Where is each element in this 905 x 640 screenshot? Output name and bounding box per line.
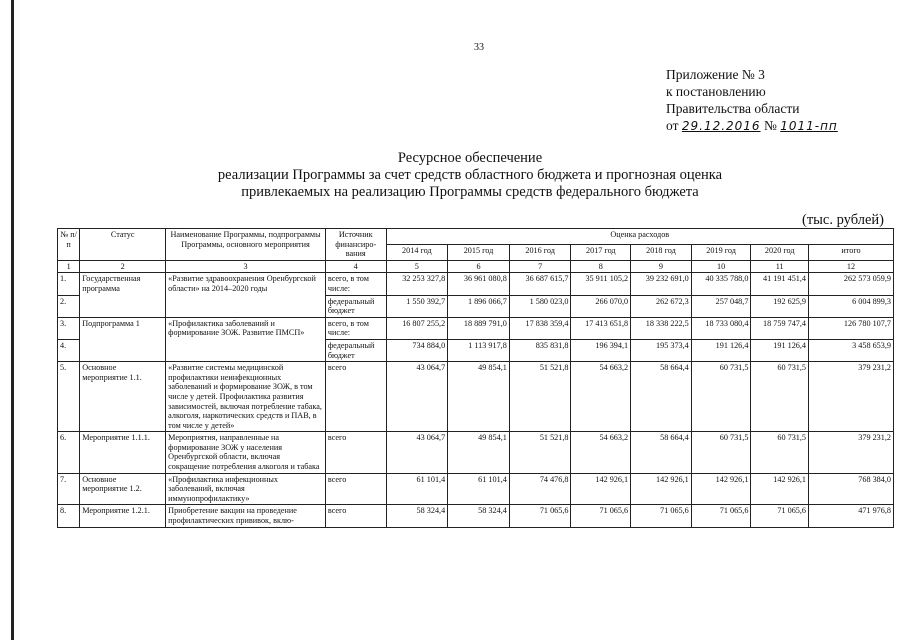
row-num-cell: 6. <box>58 432 80 473</box>
row-value-cell: 51 521,8 <box>509 432 571 473</box>
row-value-cell: 192 625,9 <box>751 295 809 317</box>
row-num-cell: 5. <box>58 362 80 432</box>
row-value-cell: 142 926,1 <box>571 473 631 505</box>
title-line-2: реализации Программы за счет средств областного бюджета и прогнозная оценка <box>217 167 723 183</box>
row-source-cell: всего <box>325 362 386 432</box>
column-number: 2 <box>80 260 166 273</box>
row-value-cell: 1 896 066,7 <box>448 295 510 317</box>
row-source-cell: всего <box>325 473 386 505</box>
row-value-cell: 1 113 917,8 <box>448 339 510 361</box>
row-name-cell: Мероприятия, направленные на формирование ЗОЖ у населения Оренбургской области, включая сокращение потребления алкоголя и табака <box>166 432 326 473</box>
row-value-cell: 71 065,6 <box>571 505 631 527</box>
table-row <box>58 473 894 505</box>
row-num-cell: 7. <box>58 473 80 505</box>
row-name-cell: «Профилактика заболеваний и формирование ЗОЖ. Развитие ПМСП» <box>166 317 326 361</box>
row-value-cell: 71 065,6 <box>509 505 571 527</box>
row-value-cell: 36 961 080,8 <box>448 273 510 295</box>
row-value-cell: 39 232 691,0 <box>631 273 692 295</box>
row-value-cell: 18 338 222,5 <box>631 317 692 339</box>
row-value-cell: 61 101,4 <box>386 473 448 505</box>
row-value-cell: 51 521,8 <box>509 362 571 432</box>
row-value-cell: 32 253 327,8 <box>386 273 448 295</box>
row-value-cell: 142 926,1 <box>631 473 692 505</box>
row-value-cell: 43 064,7 <box>386 432 448 473</box>
row-value-cell: 49 854,1 <box>448 362 510 432</box>
row-num-cell: 4. <box>58 339 80 361</box>
row-value-cell: 16 807 255,2 <box>386 317 448 339</box>
header-total: итого <box>809 244 894 260</box>
row-name-cell: Приобретение вакцин на проведение профилактических прививок, вклю- <box>166 505 326 527</box>
column-number: 4 <box>325 260 386 273</box>
row-value-cell: 58 324,4 <box>448 505 510 527</box>
row-value-cell: 58 664,4 <box>631 362 692 432</box>
row-value-cell: 40 335 788,0 <box>691 273 751 295</box>
appendix-line-3: Правительства области <box>666 101 800 116</box>
row-total-cell: 471 976,8 <box>809 505 894 527</box>
row-value-cell: 142 926,1 <box>751 473 809 505</box>
row-value-cell: 18 889 791,0 <box>448 317 510 339</box>
table-row <box>58 317 894 339</box>
row-value-cell: 60 731,5 <box>691 432 751 473</box>
row-value-cell: 191 126,4 <box>751 339 809 361</box>
row-value-cell: 49 854,1 <box>448 432 510 473</box>
table-row <box>58 505 894 527</box>
row-value-cell: 61 101,4 <box>448 473 510 505</box>
row-value-cell: 71 065,6 <box>691 505 751 527</box>
row-value-cell: 60 731,5 <box>691 362 751 432</box>
row-value-cell: 266 070,0 <box>571 295 631 317</box>
row-value-cell: 41 191 451,4 <box>751 273 809 295</box>
row-value-cell: 60 731,5 <box>751 362 809 432</box>
header-year: 2017 год <box>571 244 631 260</box>
appendix-date-line <box>666 117 838 135</box>
row-value-cell: 18 733 080,4 <box>691 317 751 339</box>
row-total-cell: 6 004 899,3 <box>809 295 894 317</box>
row-num-cell: 1. <box>58 273 80 295</box>
row-value-cell: 43 064,7 <box>386 362 448 432</box>
header-status: Статус <box>80 229 166 261</box>
row-value-cell: 54 663,2 <box>571 432 631 473</box>
row-total-cell: 3 458 653,9 <box>809 339 894 361</box>
column-numbers-row <box>58 260 894 273</box>
header-year: 2018 год <box>631 244 692 260</box>
row-value-cell: 74 476,8 <box>509 473 571 505</box>
row-value-cell: 58 664,4 <box>631 432 692 473</box>
row-value-cell: 18 759 747,4 <box>751 317 809 339</box>
row-total-cell: 126 780 107,7 <box>809 317 894 339</box>
row-total-cell: 379 231,2 <box>809 432 894 473</box>
header-year: 2014 год <box>386 244 448 260</box>
row-status-cell: Подпрограмма 1 <box>80 317 166 361</box>
row-value-cell: 17 838 359,4 <box>509 317 571 339</box>
column-number: 8 <box>571 260 631 273</box>
row-value-cell: 54 663,2 <box>571 362 631 432</box>
page-left-edge <box>11 0 14 640</box>
table-body <box>58 260 894 527</box>
header-source: Источник финансиро-вания <box>325 229 386 261</box>
row-value-cell: 262 672,3 <box>631 295 692 317</box>
header-num: № п/п <box>58 229 80 261</box>
row-source-cell: всего <box>325 505 386 527</box>
row-total-cell: 262 573 059,9 <box>809 273 894 295</box>
row-name-cell: «Развитие здравоохранения Оренбургской области» на 2014–2020 годы <box>166 273 326 317</box>
row-value-cell: 257 048,7 <box>691 295 751 317</box>
column-number: 11 <box>751 260 809 273</box>
page-number: 33 <box>474 42 484 53</box>
row-status-cell: Основное мероприятие 1.1. <box>80 362 166 432</box>
column-number: 9 <box>631 260 692 273</box>
budget-table <box>57 228 894 528</box>
number-value: 1011-пп <box>780 119 838 133</box>
row-value-cell: 71 065,6 <box>631 505 692 527</box>
header-estimate: Оценка расходов <box>386 229 893 245</box>
row-total-cell: 379 231,2 <box>809 362 894 432</box>
row-status-cell: Мероприятие 1.1.1. <box>80 432 166 473</box>
row-num-cell: 3. <box>58 317 80 339</box>
row-value-cell: 734 884,0 <box>386 339 448 361</box>
title-line-3: привлекаемых на реализацию Программы средств федерального бюджета <box>241 184 699 200</box>
row-total-cell: 768 384,0 <box>809 473 894 505</box>
row-value-cell: 17 413 651,8 <box>571 317 631 339</box>
row-source-cell: всего <box>325 432 386 473</box>
row-value-cell: 36 687 615,7 <box>509 273 571 295</box>
row-source-cell: всего, в том числе: <box>325 317 386 339</box>
date-value: 29.12.2016 <box>681 119 761 133</box>
row-status-cell: Мероприятие 1.2.1. <box>80 505 166 527</box>
header-year: 2016 год <box>509 244 571 260</box>
row-value-cell: 35 911 105,2 <box>571 273 631 295</box>
row-status-cell: Основное мероприятие 1.2. <box>80 473 166 505</box>
row-value-cell: 835 831,8 <box>509 339 571 361</box>
row-value-cell: 71 065,6 <box>751 505 809 527</box>
table-row <box>58 273 894 295</box>
appendix-line-2: к постановлению <box>666 84 766 99</box>
document-title <box>160 150 780 201</box>
row-value-cell: 142 926,1 <box>691 473 751 505</box>
row-status-cell: Государственная программа <box>80 273 166 317</box>
column-number: 12 <box>809 260 894 273</box>
row-value-cell: 191 126,4 <box>691 339 751 361</box>
header-name: Наименование Программы, подпрограммы Программы, основного мероприятия <box>166 229 326 261</box>
date-prefix: от <box>666 118 679 133</box>
column-number: 7 <box>509 260 571 273</box>
row-value-cell: 60 731,5 <box>751 432 809 473</box>
row-source-cell: всего, в том числе: <box>325 273 386 295</box>
row-num-cell: 2. <box>58 295 80 317</box>
row-value-cell: 195 373,4 <box>631 339 692 361</box>
column-number: 3 <box>166 260 326 273</box>
units-label: (тыс. рублей) <box>802 212 884 228</box>
row-value-cell: 196 394,1 <box>571 339 631 361</box>
row-name-cell: «Профилактика инфекционных заболеваний, включая иммунопрофилактику» <box>166 473 326 505</box>
column-number: 1 <box>58 260 80 273</box>
table-row <box>58 362 894 432</box>
row-num-cell: 8. <box>58 505 80 527</box>
appendix-block <box>666 66 838 135</box>
header-year: 2020 год <box>751 244 809 260</box>
table-row <box>58 432 894 473</box>
header-year: 2019 год <box>691 244 751 260</box>
row-value-cell: 1 550 392,7 <box>386 295 448 317</box>
number-prefix: № <box>763 118 777 133</box>
column-number: 6 <box>448 260 510 273</box>
column-number: 10 <box>691 260 751 273</box>
header-year: 2015 год <box>448 244 510 260</box>
title-line-1: Ресурсное обеспечение <box>397 150 543 166</box>
appendix-line-1: Приложение № 3 <box>666 67 765 82</box>
row-source-cell: федеральный бюджет <box>325 295 386 317</box>
row-name-cell: «Развитие системы медицинской профилактики неинфекционных заболеваний и формирование ЗОЖ, в том числе у детей. Профилактика развития зависимостей, включая потребление табака, алкоголя, наркотических средств и ПАВ, в том числе у детей» <box>166 362 326 432</box>
column-number: 5 <box>386 260 448 273</box>
row-value-cell: 1 580 023,0 <box>509 295 571 317</box>
row-source-cell: федеральный бюджет <box>325 339 386 361</box>
row-value-cell: 58 324,4 <box>386 505 448 527</box>
